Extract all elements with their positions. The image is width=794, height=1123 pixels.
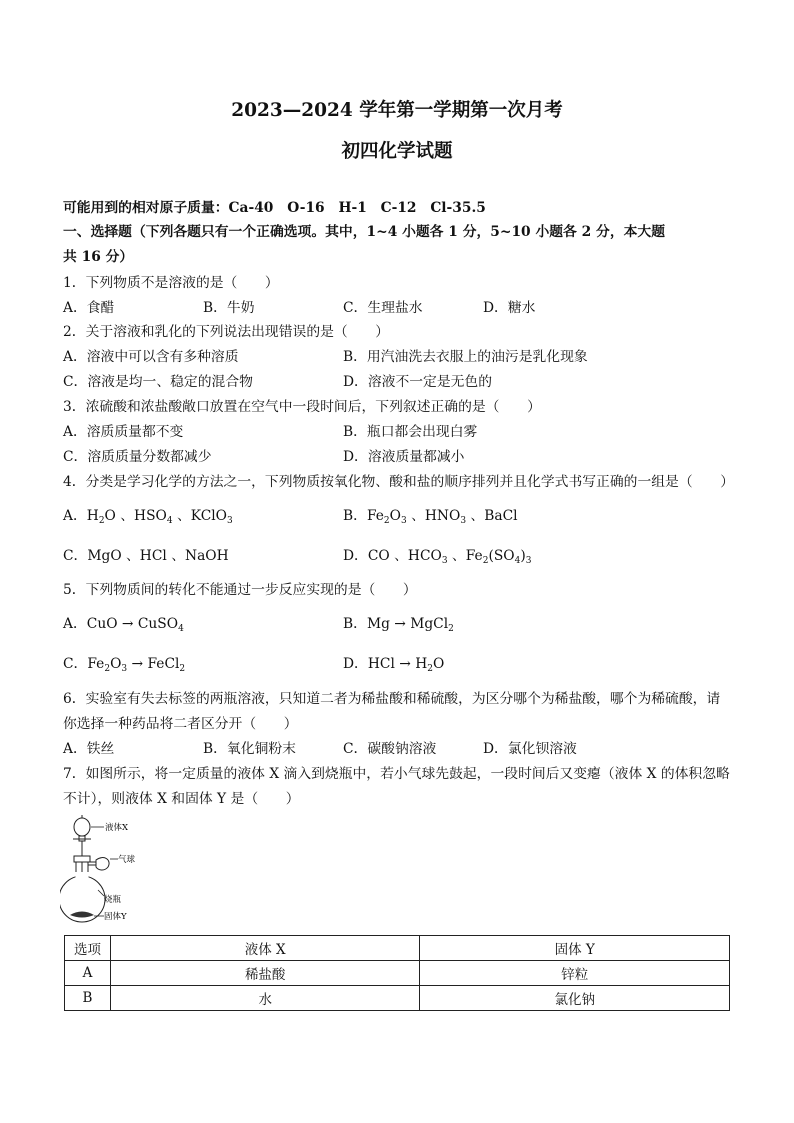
q6-option-b: B．氧化铜粉末 (203, 741, 296, 757)
q3-option-b: B．瓶口都会出现白雾 (343, 424, 478, 440)
table-header-cell: 液体 X (110, 936, 420, 961)
q4-option-b: B．$Fe_2O_3$ 、$HNO_3$ 、BaCl (343, 508, 518, 526)
q3-option-a: A．溶质质量都不变 (63, 424, 184, 440)
q2-option-b: B．用汽油洗去衣服上的油污是乳化现象 (343, 349, 588, 365)
label-flask: 烧瓶 (104, 895, 122, 905)
q1-option-a: A．食醋 (63, 300, 115, 316)
table-cell: A (65, 961, 111, 986)
q4-option-d: D．CO 、$HCO_3$ 、$Fe_2(SO_4)_3$ (343, 548, 532, 566)
atomic-masses: 可能用到的相对原子质量：Ca-40 O-16 H-1 C-12 Cl-35.5 (63, 200, 486, 216)
section-heading-line2: 共 16 分） (63, 249, 134, 265)
table-cell: 氯化钠 (420, 986, 730, 1011)
table-row (65, 961, 730, 986)
q2-option-c: C．溶液是均一、稳定的混合物 (63, 374, 253, 390)
q1-option-d: D．糖水 (483, 300, 536, 316)
table-cell: 稀盐酸 (110, 961, 420, 986)
table-row (65, 986, 730, 1011)
q4-stem: 4．分类是学习化学的方法之一，下列物质按氧化物、酸和盐的顺序排列并且化学式书写正确的一组是（ ） (63, 474, 735, 490)
q4-option-a: A．$H_2O$ 、$HSO_4$ 、KClO$_3$ (63, 508, 233, 526)
q5-option-d: D．HCl → $H_2O$ (343, 656, 445, 674)
q1-stem: 1．下列物质不是溶液的是（ ） (63, 275, 279, 291)
label-balloon: 气球 (118, 855, 136, 865)
q1-option-c: C．生理盐水 (343, 300, 423, 316)
exam-subtitle: 初四化学试题 (341, 141, 453, 162)
q6-stem-line2: 你选择一种药品将二者区分开（ ） (63, 716, 298, 732)
q3-option-d: D．溶液质量都减小 (343, 449, 465, 465)
q7-stem-line2: 不计），则液体 X 和固体 Y 是（ ） (63, 791, 300, 807)
q6-option-c: C．碳酸钠溶液 (343, 741, 437, 757)
table-cell: B (65, 986, 111, 1011)
q4-option-c: C．MgO 、HCl 、NaOH (63, 548, 229, 564)
q5-stem: 5．下列物质间的转化不能通过一步反应实现的是（ ） (63, 582, 417, 598)
label-liquid-x: 液体X (105, 823, 129, 833)
q2-stem: 2．关于溶液和乳化的下列说法出现错误的是（ ） (63, 324, 390, 340)
table-header-cell: 选项 (65, 936, 111, 961)
q6-option-a: A．铁丝 (63, 741, 115, 757)
section-heading-line1: 一、选择题（下列各题只有一个正确选项。其中，1~4 小题各 1 分，5~10 小题各 2 分，本大题 (63, 224, 666, 240)
table-header-row (65, 936, 730, 961)
q7-option-table (64, 935, 730, 1011)
q3-stem: 3．浓硫酸和浓盐酸敞口放置在空气中一段时间后，下列叙述正确的是（ ） (63, 399, 541, 415)
label-solid-y: 固体Y (104, 912, 127, 922)
q7-stem-line1: 7．如图所示，将一定质量的液体 X 滴入到烧瓶中，若小气球先鼓起，一段时间后又变瘪（液体 X 的体积忽略 (63, 766, 730, 782)
q6-stem-line1: 6．实验室有失去标签的两瓶溶液，只知道二者为稀盐酸和稀硫酸，为区分哪个为稀盐酸，哪个为稀硫酸，请 (63, 691, 721, 707)
apparatus-figure (60, 812, 160, 932)
table-header-cell: 固体 Y (420, 936, 730, 961)
table-cell: 水 (110, 986, 420, 1011)
q5-option-b: B．Mg → MgCl$_2$ (343, 616, 454, 634)
q2-option-a: A．溶液中可以含有多种溶质 (63, 349, 239, 365)
table-cell: 锌粒 (420, 961, 730, 986)
flask-apparatus-drawing (60, 812, 160, 932)
q6-option-d: D．氯化钡溶液 (483, 741, 577, 757)
exam-title: 2023—2024 学年第一学期第一次月考 (231, 100, 563, 121)
q3-option-c: C．溶质质量分数都减少 (63, 449, 212, 465)
q5-option-a: A．CuO → CuSO$_4$ (63, 616, 184, 634)
q2-option-d: D．溶液不一定是无色的 (343, 374, 493, 390)
q1-option-b: B．牛奶 (203, 300, 255, 316)
q5-option-c: C．$Fe_2O_3$ → FeCl$_2$ (63, 656, 186, 674)
